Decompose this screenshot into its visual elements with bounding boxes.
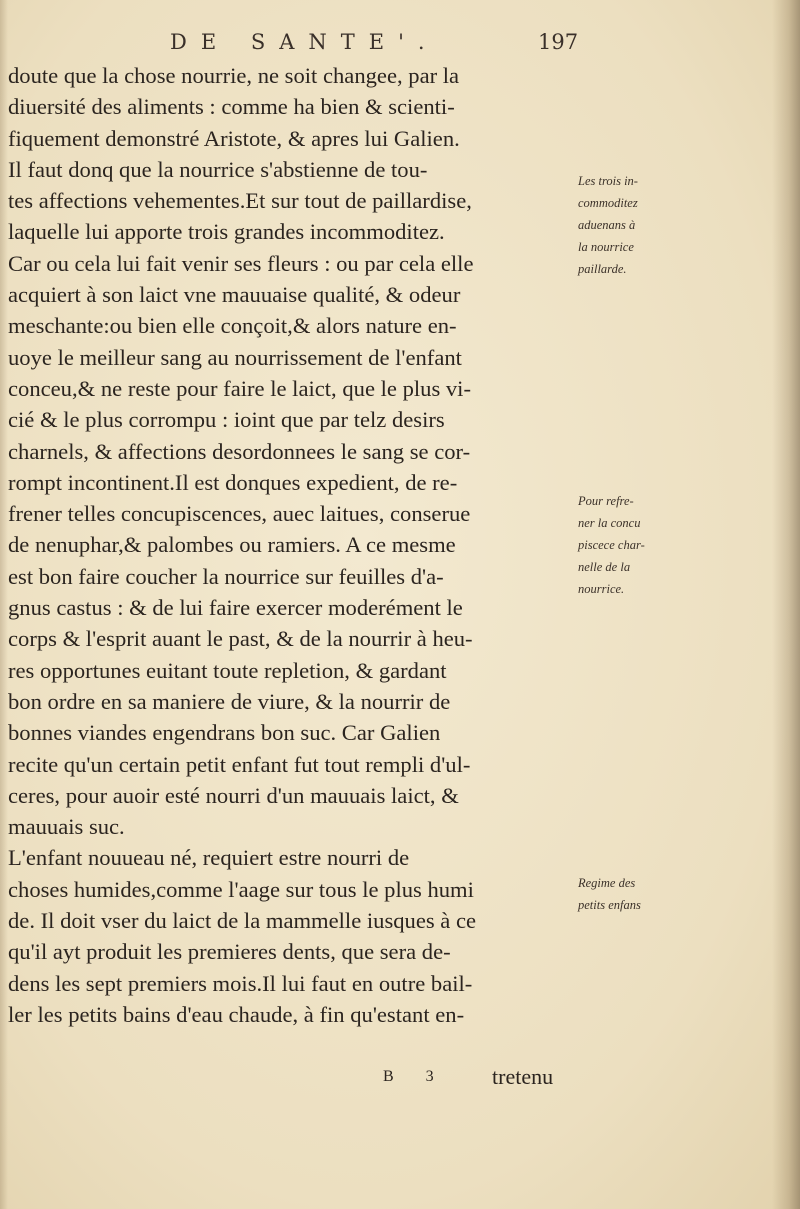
margin-note-regime xyxy=(578,872,698,916)
margin-note-line: aduenans à xyxy=(578,218,636,232)
text-line: acquiert à son laict vne mauuaise qualité, & odeur xyxy=(8,282,461,308)
margin-note-line: ner la concu xyxy=(578,516,641,530)
text-line: choses humides,comme l'aage sur tous le plus humi xyxy=(8,876,474,902)
page-gutter-shadow xyxy=(772,0,800,1209)
text-line: recite qu'un certain petit enfant fut tout rempli d'ul- xyxy=(8,751,471,777)
text-line: tes affections vehementes.Et sur tout de paillardise, xyxy=(8,188,472,214)
margin-note-line: Pour refre- xyxy=(578,494,634,508)
text-line: charnels, & affections desordonnees le sang se cor- xyxy=(8,438,471,464)
text-line: meschante:ou bien elle conçoit,& alors nature en- xyxy=(8,313,457,339)
text-line: dens les sept premiers mois.Il lui faut en outre bail- xyxy=(8,970,473,996)
text-line: de. Il doit vser du laict de la mammelle iusques à ce xyxy=(8,908,477,934)
text-line: ler les petits bains d'eau chaude, à fin qu'estant en- xyxy=(8,1001,465,1027)
margin-note-line: paillarde. xyxy=(578,262,627,276)
text-line: fiquement demonstré Aristote, & apres lui Galien. xyxy=(8,125,460,151)
text-line: bon ordre en sa maniere de viure, & la nourrir de xyxy=(8,688,451,714)
text-line: laquelle lui apporte trois grandes incommoditez. xyxy=(8,219,445,245)
text-line: de nenuphar,& palombes ou ramiers. A ce mesme xyxy=(8,532,456,558)
text-line: uoye le meilleur sang au nourrissement de l'enfant xyxy=(8,344,462,370)
margin-note-line: piscece char- xyxy=(578,538,645,552)
margin-note-incommoditez xyxy=(578,170,698,280)
body-text xyxy=(8,60,578,1030)
text-line: diuersité des aliments : comme ha bien & scienti- xyxy=(8,94,455,120)
text-line: Car ou cela lui fait venir ses fleurs : ou par cela elle xyxy=(8,250,474,276)
page-left-edge xyxy=(0,0,8,1209)
margin-note-line: la nourrice xyxy=(578,240,634,254)
margin-note-line: Les trois in- xyxy=(578,174,638,188)
text-line: conceu,& ne reste pour faire le laict, que le plus vi- xyxy=(8,375,471,401)
text-line: Il faut donq que la nourrice s'abstienne de tou- xyxy=(8,156,428,182)
text-line: rompt incontinent.Il est donques expedient, de re- xyxy=(8,469,458,495)
text-line: frener telles concupiscences, auec laitues, conserue xyxy=(8,501,471,527)
signature-mark: B 3 xyxy=(383,1068,448,1085)
margin-note-line: Regime des xyxy=(578,876,636,890)
catchword: tretenu xyxy=(492,1064,554,1089)
text-line: ceres, pour auoir esté nourri d'un mauuais laict, & xyxy=(8,782,459,808)
running-head: DE SANTE'. xyxy=(170,30,439,54)
margin-note-line: petits enfans xyxy=(578,898,641,912)
margin-note-line: nelle de la xyxy=(578,560,631,574)
margin-note-line: commoditez xyxy=(578,196,638,210)
text-line: gnus castus : & de lui faire exercer moderément le xyxy=(8,595,463,621)
text-line: res opportunes euitant toute repletion, & gardant xyxy=(8,657,447,683)
text-line: bonnes viandes engendrans bon suc. Car Galien xyxy=(8,720,441,746)
text-line: cié & le plus corrompu : ioint que par telz desirs xyxy=(8,407,445,433)
text-line: L'enfant nouueau né, requiert estre nourri de xyxy=(8,845,410,871)
page-number: 197 xyxy=(538,30,579,54)
margin-note-refrener xyxy=(578,490,698,600)
text-line: doute que la chose nourrie, ne soit changee, par la xyxy=(8,63,460,88)
text-line: est bon faire coucher la nourrice sur feuilles d'a- xyxy=(8,563,444,589)
text-line: mauuais suc. xyxy=(8,814,125,840)
text-line: corps & l'esprit auant le past, & de la nourrir à heu- xyxy=(8,626,473,652)
text-line: qu'il ayt produit les premieres dents, que sera de- xyxy=(8,939,451,965)
margin-note-line: nourrice. xyxy=(578,582,625,596)
